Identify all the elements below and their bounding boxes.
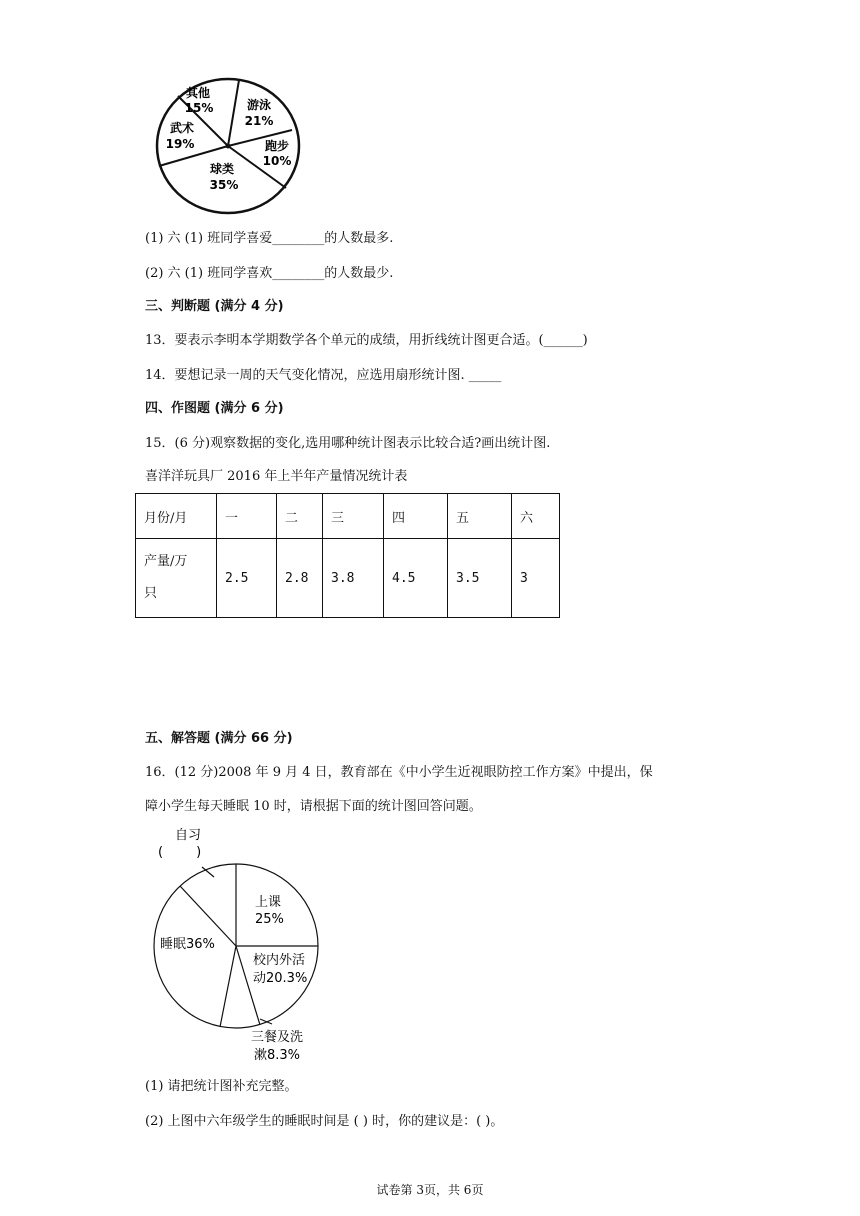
q14-text: 14．要想记录一周的天气变化情况，应选用扇形统计图. _____ bbox=[145, 368, 502, 383]
pie2-label-shangke-pct: 25% bbox=[255, 912, 284, 927]
q16-text-line1: 16．(12 分)2008 年 9 月 4 日，教育部在《中小学生近视眼防控工作方案》中提出，保 bbox=[145, 765, 653, 780]
pie1-slice-label: 跑步 bbox=[264, 139, 290, 153]
pie1-divider bbox=[228, 80, 239, 146]
daily-time-pie-chart bbox=[150, 822, 330, 1070]
table-header-cell bbox=[136, 539, 217, 618]
q16-text-line2: 障小学生每天睡眠 10 时，请根据下面的统计图回答问题。 bbox=[145, 799, 482, 814]
pie2-divider bbox=[220, 946, 236, 1027]
table-row bbox=[136, 539, 560, 618]
pie2-label-shuimian: 睡眠36% bbox=[160, 937, 215, 952]
q12-part1: (1) 六 (1) 班同学喜爱________的人数最多. bbox=[145, 231, 394, 246]
pie2-label-sancan: 三餐及洗 bbox=[251, 1030, 304, 1045]
section4-heading: 四、作图题 (满分 6 分) bbox=[145, 401, 284, 416]
q13-text: 13．要表示李明本学期数学各个单元的成绩，用折线统计图更合适。(______) bbox=[145, 333, 588, 348]
pie1-slice-label: 武术 bbox=[169, 121, 195, 135]
table-cell: 3.5 bbox=[448, 539, 512, 618]
q15-text: 15．(6 分)观察数据的变化,选用哪种统计图表示比较合适?画出统计图. bbox=[145, 436, 551, 451]
table-row bbox=[136, 494, 560, 539]
pie2-label-zixi: 自习 bbox=[175, 828, 202, 843]
table-cell: 一 bbox=[217, 494, 277, 539]
table-cell: 2.5 bbox=[217, 539, 277, 618]
pie1-slice-value: 21% bbox=[244, 114, 274, 128]
pie2-label-zixi-blank: ( ) bbox=[158, 845, 202, 860]
table-cell: 四 bbox=[384, 494, 448, 539]
page-footer: 试卷第 3页，共 6页 bbox=[376, 1183, 484, 1197]
table-title: 喜洋洋玩具厂 2016 年上半年产量情况统计表 bbox=[145, 469, 408, 484]
section3-heading: 三、判断题 (满分 4 分) bbox=[145, 299, 284, 314]
table-cell: 六 bbox=[512, 494, 560, 539]
q16-part2: (2) 上图中六年级学生的睡眠时间是 ( ) 时，你的建议是：( )。 bbox=[145, 1114, 504, 1129]
row-header-line: 产量/万 bbox=[144, 554, 188, 569]
pie1-slice-label: 球类 bbox=[209, 162, 235, 176]
activity-pie-chart bbox=[150, 72, 306, 217]
q16-part1: (1) 请把统计图补充完整。 bbox=[145, 1079, 298, 1094]
pie1-slice-value: 10% bbox=[262, 154, 292, 168]
row-header-line: 只 bbox=[144, 586, 158, 601]
pie1-slice-value: 15% bbox=[184, 101, 214, 115]
table-header-cell: 月份/月 bbox=[136, 494, 217, 539]
table-cell: 二 bbox=[277, 494, 323, 539]
table-cell: 2.8 bbox=[277, 539, 323, 618]
table-cell: 三 bbox=[323, 494, 384, 539]
section5-heading: 五、解答题 (满分 66 分) bbox=[145, 731, 293, 746]
table-cell: 五 bbox=[448, 494, 512, 539]
pie2-label-huodong-pct: 动20.3% bbox=[253, 971, 308, 986]
pie1-slice-label: 其他 bbox=[185, 86, 211, 100]
production-table bbox=[135, 493, 560, 618]
table-cell: 3.8 bbox=[323, 539, 384, 618]
table-cell: 3 bbox=[512, 539, 560, 618]
pie2-label-huodong: 校内外活 bbox=[253, 953, 306, 968]
q12-part2: (2) 六 (1) 班同学喜欢________的人数最少. bbox=[145, 266, 394, 281]
pie1-slice-label: 游泳 bbox=[246, 98, 272, 112]
pie2-label-sancan-pct: 漱8.3% bbox=[254, 1048, 301, 1063]
pie2-label-shangke: 上课 bbox=[255, 895, 282, 910]
table-cell: 4.5 bbox=[384, 539, 448, 618]
pie1-slice-value: 35% bbox=[209, 178, 239, 192]
pie1-slice-value: 19% bbox=[165, 137, 195, 151]
